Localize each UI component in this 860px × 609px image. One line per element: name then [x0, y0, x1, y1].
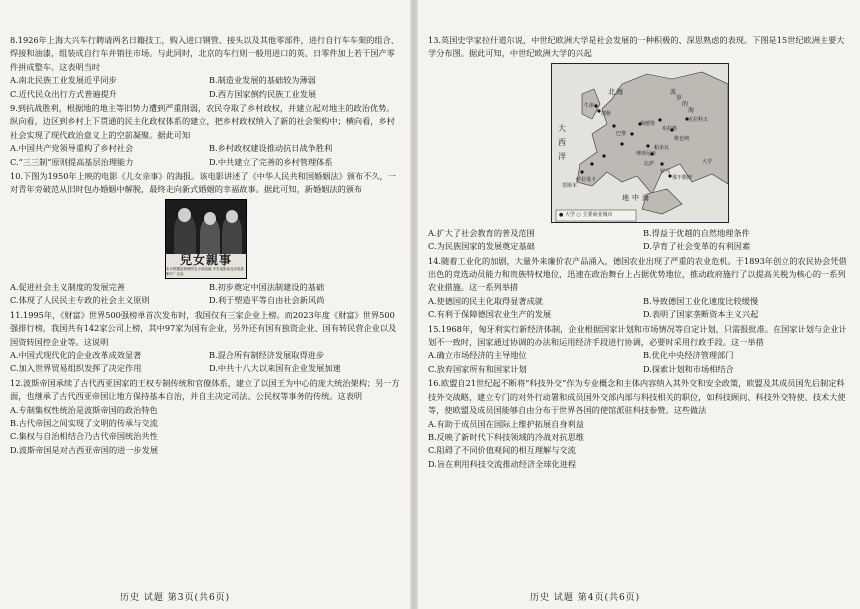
map-label-krakow: 克拉科夫	[688, 116, 709, 123]
option-b: B.混合所有制经济发展取得进步	[209, 349, 325, 360]
map-label-pisa: 比萨	[644, 160, 655, 167]
option-b: B.反映了新时代下科技领域的冷战对抗思维	[428, 431, 584, 442]
question-stem: 11.1995年，《财富》世界500强榜单首次发布时，我国仅有三家企业上榜。而2023年度《财富》世界500强排行榜，我国共有142家公司上榜，其中97家为国有企业，另外还有国有独资企业、国有转民营企业以及国资转国控企业等。这说明	[10, 309, 397, 347]
question-stem: 15.1968年，匈牙利实行新经济体制，企业根据国家计划和市场情况等自定计划，只需报批准。在国家计划与企业计划不一致时，国家通过协调的办法和运用经济手段进行协调，必要时采用行政手段。这一举措	[428, 323, 847, 348]
map-label-med-1: 地	[622, 193, 629, 202]
question-stem: 14.随着工业化的加剧，大量外来廉价农产品涌入，德国农业出现了严重的农业危机。于1893年创立的农民协会凭借出色的竞选动员能力和贵族特权地位，迅速在政治舞台上占据优势地位，推动政府施行了以提高关税为核心的一系列农业措施。这一系列举措	[428, 255, 847, 293]
map-label-bologna: 博洛尼亚	[636, 150, 657, 157]
movie-poster-image	[165, 199, 247, 279]
map-label-heidelberg: 海德堡	[640, 120, 656, 127]
option-b: B.初步奠定中国法制建设的基础	[209, 281, 325, 292]
map-label-north-1: 北	[608, 87, 615, 96]
option-a: A.中国共产党领导重构了乡村社会	[10, 143, 134, 154]
exam-page-left	[0, 0, 410, 609]
map-label-paris: 巴黎	[616, 130, 627, 137]
option-c: C.“三三制”原则提高基层治理能力	[10, 156, 134, 167]
map-label-lisbon: 里斯本	[562, 182, 578, 189]
option-b: B.得益于优越的自然地理条件	[643, 227, 750, 238]
map-label-atlantic-2: 西	[558, 137, 566, 147]
map-label-med-2: 中	[632, 193, 639, 202]
poster-subtitle: 本片根据赵树理同名小说改编 中央电影局北京电影制片厂出品	[166, 267, 245, 277]
option-d: D.波斯帝国是对古西亚帝国的进一步发展	[10, 444, 159, 455]
option-d: D.中共建立了完善的乡村管理体系	[209, 156, 333, 167]
option-a: A.扩大了社会教育的普及范围	[428, 227, 535, 238]
question-16	[428, 377, 852, 471]
map-label-atlantic-1: 大	[558, 123, 566, 133]
option-d: D.表明了国家垄断资本主义兴起	[643, 309, 759, 320]
exam-page-right	[418, 0, 860, 609]
option-c: C.加入世界贸易组织发挥了决定作用	[10, 363, 142, 374]
map-label-north-2: 海	[616, 87, 623, 96]
map-label-oxford: 牛津	[584, 102, 595, 109]
option-b: B.乡村政权建设推动抗日战争胜利	[209, 143, 333, 154]
option-a: A.使德国的民主化取得显著成就	[428, 295, 543, 306]
question-11	[10, 309, 402, 376]
map-label-cambridge: 剑桥	[601, 110, 612, 117]
question-stem: 16.欧盟自21世纪起不断将“科技外交”作为专业概念和主体内容纳入其外交和安全政策，欧盟及其成员国先后制定科技外交战略，建立专门的对外行动署和成员国外交部内部与科技相关的职位，如科技顾问、科技外交特使、技术大使等，使欧盟及成员国能够自由分布于世界各国的使馆派驻科技参赞。这些做法	[428, 378, 846, 416]
option-d: D.旨在利用科技交流推动经济全球化进程	[428, 458, 577, 469]
map-label-padua: 帕多瓦	[654, 144, 670, 151]
question-10	[10, 170, 402, 308]
poster-title: 兒女親事	[179, 253, 232, 268]
option-c: C.有利于保障德国农业生产的发展	[428, 309, 552, 320]
option-d: D.西方国家倒约民族工业发展	[209, 88, 317, 99]
option-c: C.体现了人民民主专政的社会主义原则	[10, 295, 150, 306]
map-label-med-3: 海	[642, 193, 649, 202]
option-b: B.优化中央经济管理部门	[643, 350, 734, 361]
option-c: C.为民族国家的发展奠定基础	[428, 241, 535, 252]
option-c: C.阻碍了不同价值观间的相互理解与交流	[428, 445, 576, 456]
map-label-rome: 罗马	[660, 168, 671, 175]
question-15	[428, 323, 852, 377]
question-8	[10, 34, 402, 101]
option-a: A.南北民族工业发展近乎同步	[10, 75, 117, 86]
option-d: D.探索计划和市场相结合	[643, 363, 734, 374]
question-stem: 13.英国史学家拉什道尔说，中世纪欧洲大学是社会发展的一种积极的、深思熟虑的表现。下图是15世纪欧洲主要大学分布图。据此可知，中世纪欧洲大学的兴起	[428, 35, 845, 59]
option-a: A.专制集权性统治是波斯帝国的政治特色	[10, 404, 158, 415]
question-stem: 9.到抗战胜利，根据地的地主等旧势力遭到严重削弱，农民夺取了乡村政权，并建立起对地主的政治优势。纵向看，边区到乡村上下贯通的民主化政权体系的建立，把乡村政权纳入了新的社会架构中；横向看，乡村社会实现了现代政治意义上的空前凝聚。据此可知	[10, 103, 395, 140]
question-9	[10, 102, 402, 169]
option-a: A.有助于成员国在国际上维护拓展自身利益	[428, 418, 584, 429]
question-14	[428, 255, 852, 322]
option-c: C.近代民众出行方式普遍提升	[10, 88, 117, 99]
question-12	[10, 377, 402, 457]
map-label-baltic-4: 海	[688, 106, 695, 114]
option-d: D.中共十八大以来国有企业发展加速	[209, 363, 341, 374]
option-a: A.确立市场经济的主导地位	[428, 350, 527, 361]
option-c: C.放弃国家所有和国家计划	[428, 363, 527, 374]
option-d: D.孕育了社会变革的有利因素	[643, 241, 751, 252]
question-13	[428, 34, 852, 254]
option-b: B.古代帝国之间实现了文明的传承与交流	[10, 417, 158, 428]
question-stem: 8.1926年上海大兴车行聘请两名日籍技工，购入进口钢管、接头以及其他零部件，进行自行车车架的组合、焊接和油漆，组装成自行车并销往市场。与此同时，北京的车行则一般用进口的英、日零件加上若干国产零件拼成整车。这表明当时	[10, 35, 399, 72]
page-footer: 历史 试题 第4页(共6页)	[530, 592, 641, 603]
map-label-baltic-2: 罗	[676, 94, 683, 102]
map-label-university: 大学	[702, 158, 713, 165]
page-footer: 历史 试题 第3页(共6页)	[120, 592, 231, 603]
map-label-salamanca: 萨拉曼卡	[576, 176, 597, 183]
europe-university-map	[551, 63, 729, 223]
option-b: B.制造业发展的基础较为薄弱	[209, 75, 316, 86]
map-label-prague: 布拉格	[662, 125, 678, 132]
question-stem: 12.波斯帝国承续了古代西亚国家的王权专制传统和官僚体系，建立了以国王为中心的庞大统治架构；另一方面，也继承了古代西亚帝国让地方保持基本自治，并自主决定司法、公民权等事务的传统。这表明	[10, 377, 400, 402]
map-legend: ● 大学 ○ 主要商业城市	[559, 211, 613, 218]
question-stem: 10.下图为1950年上映的电影《儿女亲事》的海报。该电影讲述了《中华人民共和国婚姻法》颁布不久，一对青年旁破范从旧时包办婚姻中解脱，最终走向新式婚姻的幸福故事。据此可知，新婚姻法的颁布	[10, 171, 396, 195]
option-a: A.中国式现代化的企业改革成效显著	[10, 349, 142, 360]
map-label-naples: 那不勒斯	[672, 174, 693, 181]
page-fold	[410, 0, 418, 609]
map-label-atlantic-3: 洋	[558, 151, 566, 161]
map-label-vienna: 维也纳	[674, 135, 690, 142]
option-a: A.促进社会主义制度的发展完善	[10, 281, 125, 292]
map-label-baltic-3: 的	[682, 100, 689, 108]
option-c: C.集权与自治相结合乃古代帝国统治共性	[10, 431, 158, 442]
option-b: B.导致德国工业化速度比较缓慢	[643, 295, 759, 306]
option-d: D.利于塑造平等自由社会新风尚	[209, 295, 325, 306]
map-label-baltic-1: 波	[670, 88, 677, 96]
